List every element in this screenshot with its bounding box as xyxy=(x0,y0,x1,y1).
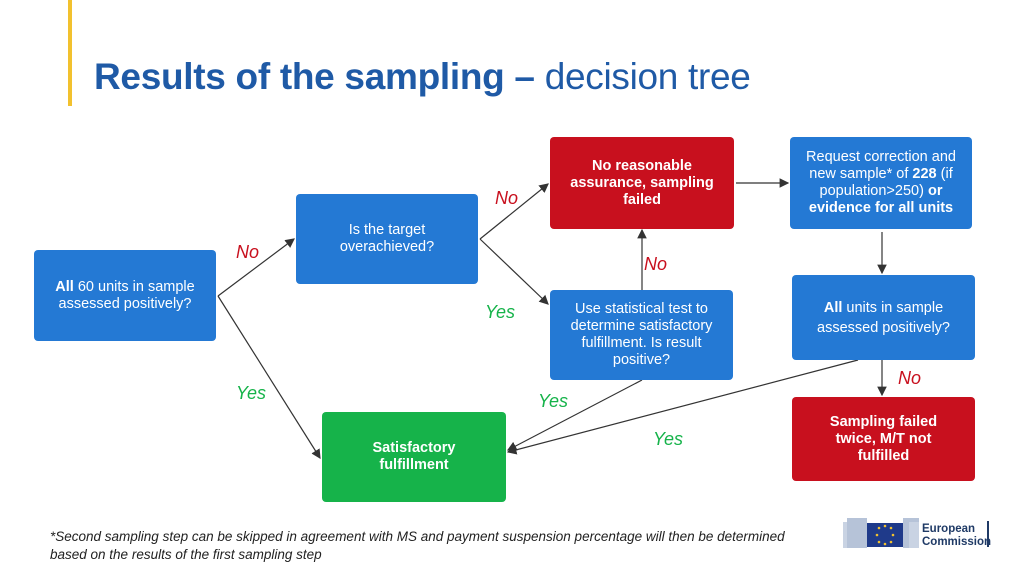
node-target xyxy=(296,194,478,284)
label-target-no: No xyxy=(495,188,519,208)
node-failed-twice xyxy=(792,397,975,481)
node-start-text: 60 units in sample assessed positively? xyxy=(58,278,195,312)
arrow-start-to-satisfactory xyxy=(218,296,320,458)
arrow-stattest-to-satisfactory xyxy=(508,380,642,450)
label-target-yes: Yes xyxy=(485,302,516,322)
node-stat-test-text: Use statistical test to determine satisfactory fulfillment. Is result positive? xyxy=(570,301,713,368)
node-all-units xyxy=(792,275,975,360)
node-satisfactory xyxy=(322,412,506,502)
footnote: *Second sampling step can be skipped in agreement with MS and payment suspension percentage will then be determined based on the results of the first sampling step xyxy=(50,529,785,562)
ec-logo-line1: European xyxy=(922,523,976,535)
node-request xyxy=(790,137,972,229)
node-start-bold: All xyxy=(55,278,74,295)
ec-logo-line2: Commission xyxy=(922,536,992,548)
node-no-assurance xyxy=(550,137,734,229)
node-all-units-text: units in sample assessed positively? xyxy=(817,299,950,336)
node-request-bold1: 228 xyxy=(912,166,937,182)
label-stat-no: No xyxy=(644,254,668,274)
node-failed-twice-text: Sampling failed twice, M/T not fulfilled xyxy=(829,413,938,464)
label-allunits-no: No xyxy=(898,368,922,388)
node-no-assurance-text: No reasonable assurance, sampling failed xyxy=(570,157,714,208)
title-light: decision tree xyxy=(544,56,751,97)
node-target-text: Is the target overachieved? xyxy=(339,222,435,255)
node-satisfactory-text: Satisfactory fulfillment xyxy=(372,440,456,473)
arrow-target-to-stattest xyxy=(480,239,548,304)
node-start xyxy=(34,250,216,341)
node-request-mid: (if population>250) xyxy=(819,166,953,199)
node-request-bold2: or evidence for all units xyxy=(808,183,954,216)
node-request-pre: Request correction and new sample* of xyxy=(806,149,956,182)
label-stat-yes: Yes xyxy=(538,391,569,411)
label-allunits-yes: Yes xyxy=(653,429,684,449)
title-bold: Results of the sampling – xyxy=(94,56,535,97)
label-start-no: No xyxy=(236,242,260,262)
node-stat-test xyxy=(550,290,733,380)
node-all-units-bold: All xyxy=(823,299,843,316)
label-start-yes: Yes xyxy=(236,383,267,403)
